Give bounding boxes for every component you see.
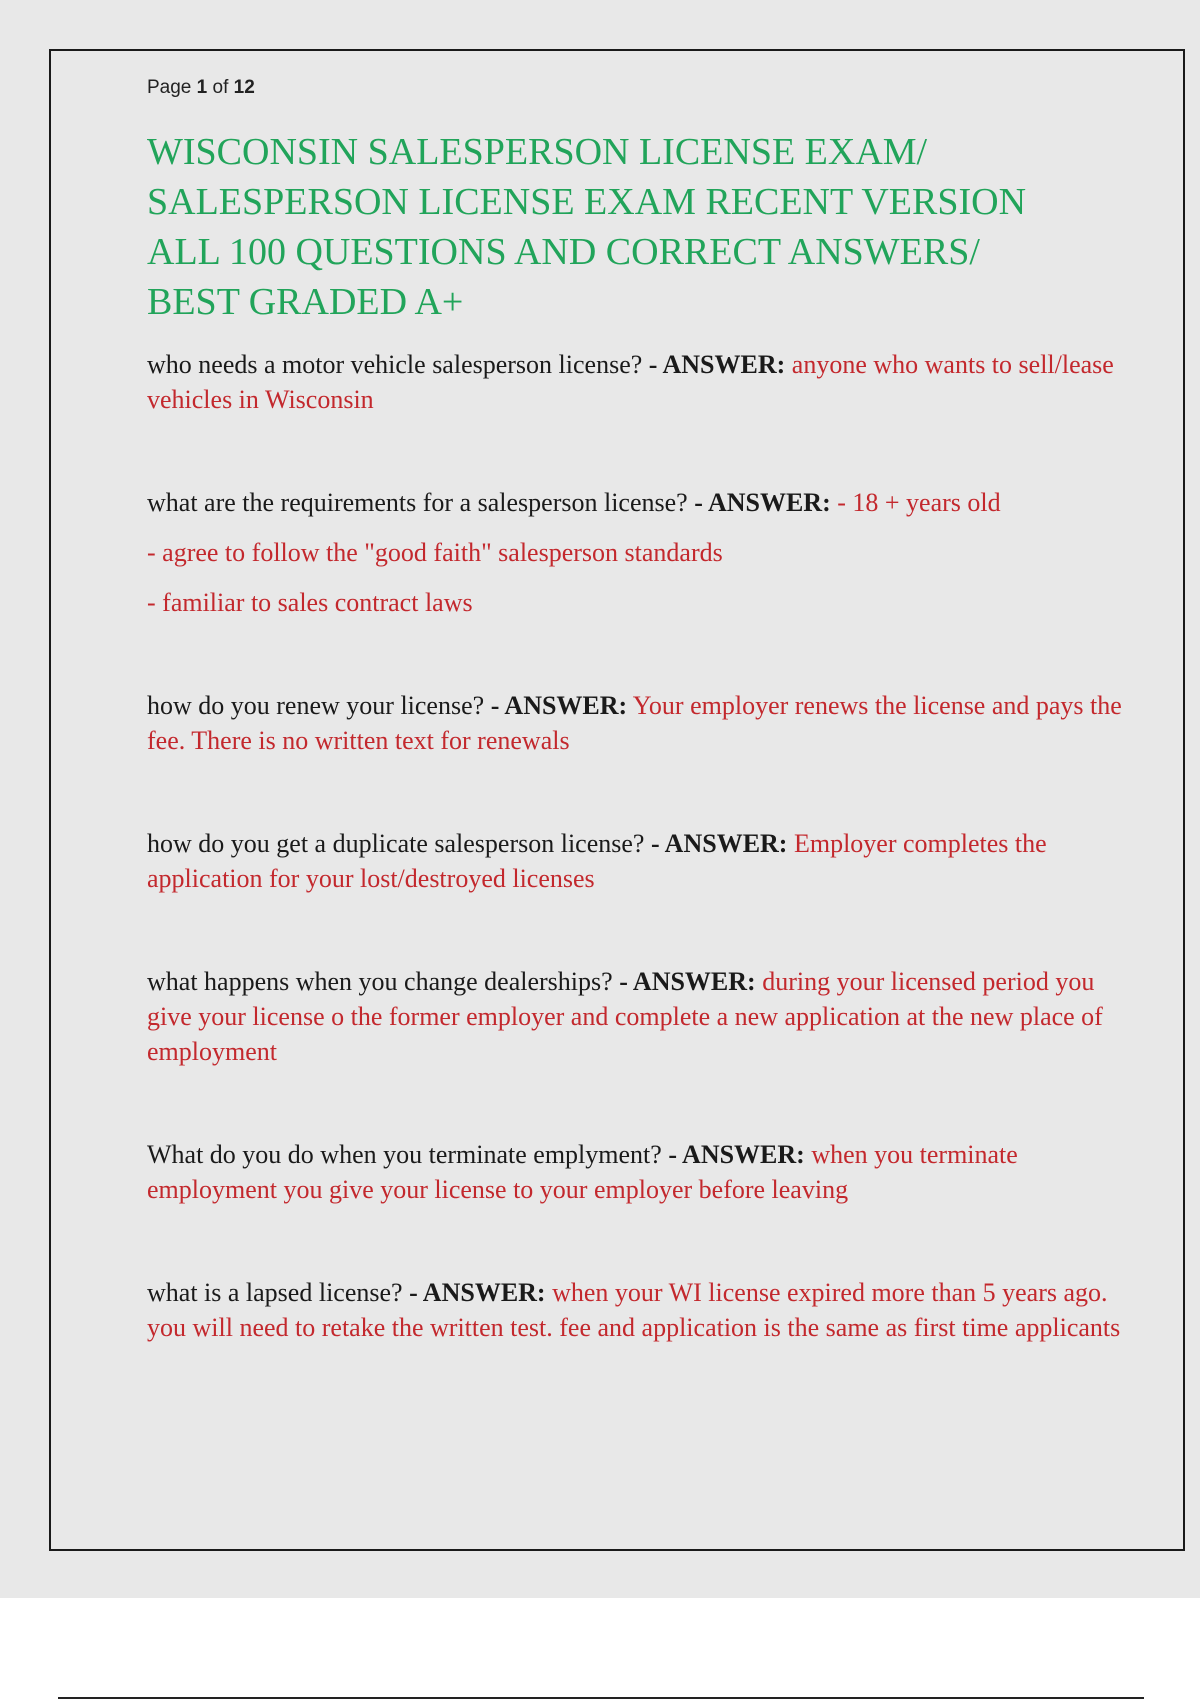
page-total: 12 <box>233 77 255 98</box>
qa-item <box>147 1275 1137 1345</box>
page-current: 1 <box>196 77 208 98</box>
qa-item <box>147 964 1137 1069</box>
answer-line: - agree to follow the "good faith" salesperson standards <box>147 538 723 567</box>
answer-marker: - ANSWER: <box>648 350 786 379</box>
title-line: WISCONSIN SALESPERSON LICENSE EXAM/ <box>147 131 928 173</box>
qa-item <box>147 688 1137 758</box>
title-line: BEST GRADED A+ <box>147 281 464 323</box>
qa-item <box>147 347 1137 417</box>
title-line: ALL 100 QUESTIONS AND CORRECT ANSWERS/ <box>147 231 980 273</box>
answer-marker: - ANSWER: <box>668 1140 805 1169</box>
page-border <box>49 49 1185 1551</box>
answer-text: Your employer renews the license and pays the fee. There is no written text for renewals <box>147 691 1122 755</box>
page-of: of <box>212 77 229 98</box>
question-text: how do you renew your license? <box>147 691 485 720</box>
next-page-top-rule <box>58 1697 1144 1699</box>
question-text: what happens when you change dealerships? <box>147 967 613 996</box>
answer-text: when you terminate employment you give your license to your employer before leaving <box>147 1140 1018 1204</box>
answer-marker: - ANSWER: <box>650 829 788 858</box>
question-text: What do you do when you terminate emplyment? <box>147 1140 662 1169</box>
question-text: how do you get a duplicate salesperson license? <box>147 829 645 858</box>
document-title <box>147 127 1137 327</box>
page-prefix: Page <box>147 77 192 98</box>
title-line: SALESPERSON LICENSE EXAM RECENT VERSION <box>147 181 1027 223</box>
answer-text: Employer completes the application for your lost/destroyed licenses <box>147 829 1047 893</box>
answer-text: during your licensed period you give your license o the former employer and complete a new application at the new place of employment <box>147 967 1103 1066</box>
answer-marker: - ANSWER: <box>619 967 756 996</box>
answer-text: - 18 + years old <box>837 488 1001 517</box>
answer-marker: - ANSWER: <box>490 691 628 720</box>
qa-item <box>147 826 1137 896</box>
document-body <box>147 77 1137 1413</box>
qa-item <box>147 1137 1137 1207</box>
answer-text: when your WI license expired more than 5 years ago. you will need to retake the written test. fee and application is the same as first time applicants <box>147 1278 1121 1342</box>
qa-item <box>147 485 1137 620</box>
answer-marker: - ANSWER: <box>409 1278 546 1307</box>
answer-text: anyone who wants to sell/lease vehicles in Wisconsin <box>147 350 1114 414</box>
answer-line: - familiar to sales contract laws <box>147 588 473 617</box>
page-number <box>147 77 1137 99</box>
question-text: what are the requirements for a salesperson license? <box>147 488 688 517</box>
answer-marker: - ANSWER: <box>694 488 831 517</box>
question-text: what is a lapsed license? <box>147 1278 403 1307</box>
question-text: who needs a motor vehicle salesperson license? <box>147 350 643 379</box>
